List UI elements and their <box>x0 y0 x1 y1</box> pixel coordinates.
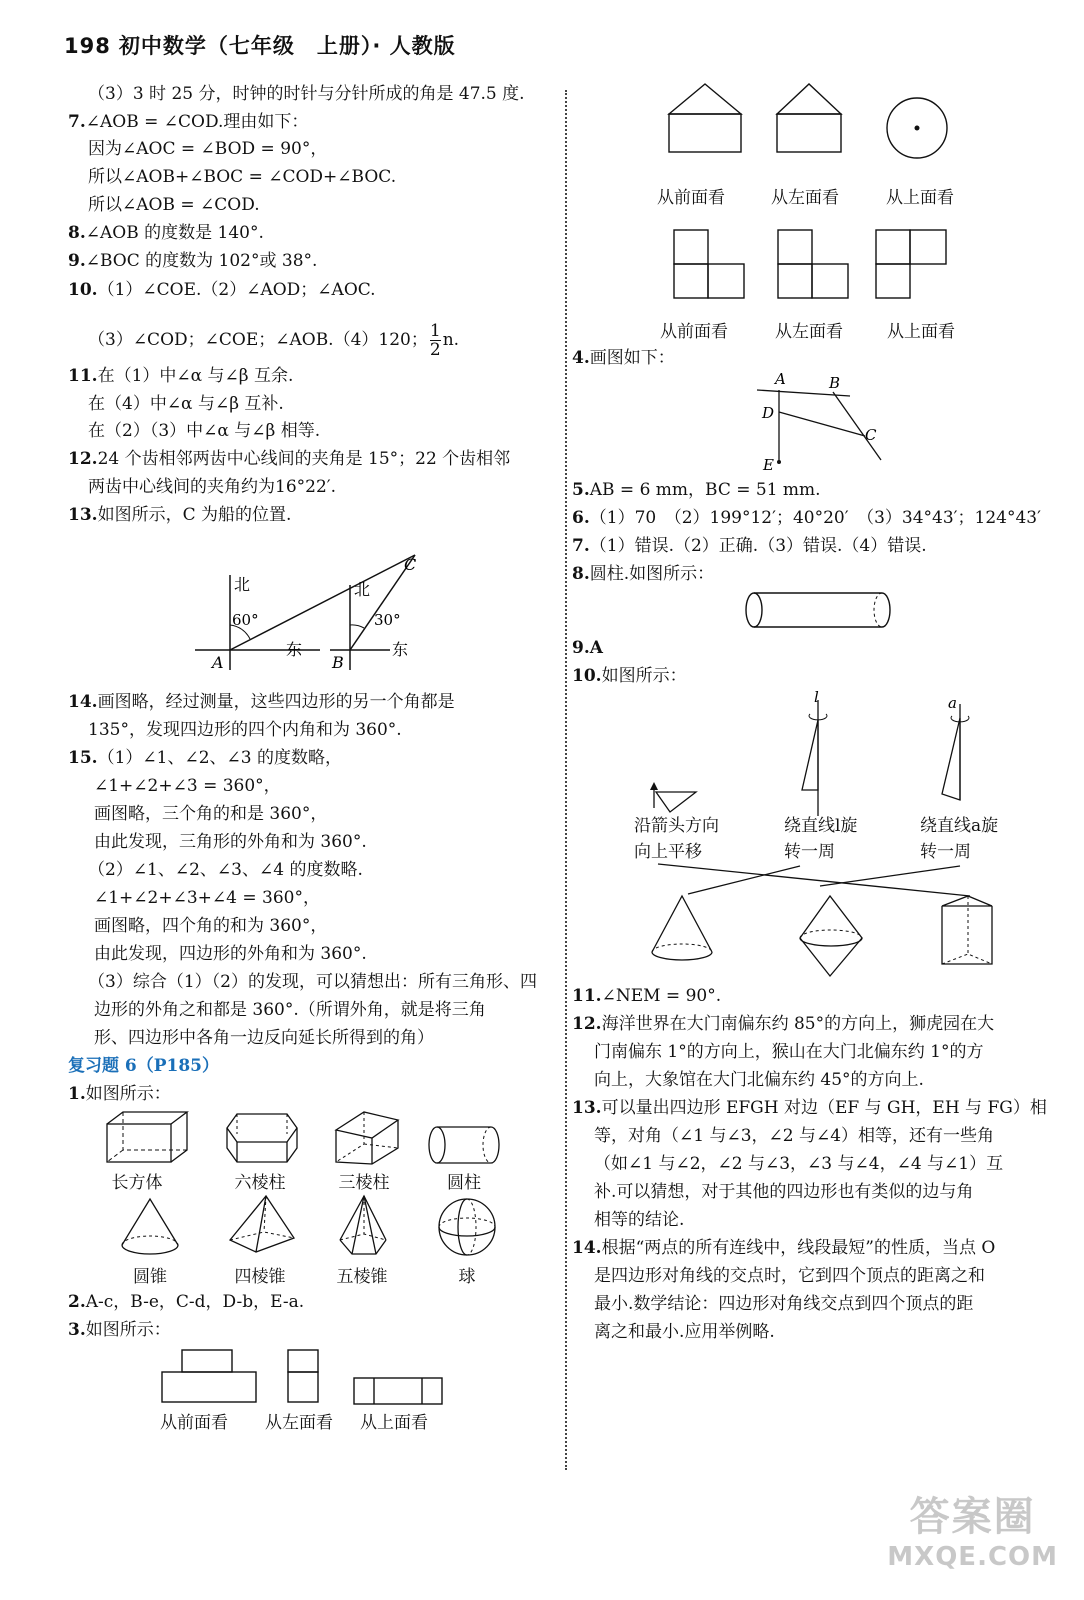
solid-label: 三棱柱 <box>338 1173 390 1193</box>
page-number: 198 <box>64 34 111 58</box>
east-label: 东 <box>392 640 409 659</box>
answer-line: （3）∠COD；∠COE；∠AOB.（4）120； $\frac{1}{2}$ n. <box>88 321 460 360</box>
cylinder-answer-figure <box>744 590 894 630</box>
point-label: D <box>762 404 775 422</box>
answer-line: 7.（1）错误.（2）正确.（3）错误.（4）错误. <box>572 536 927 556</box>
answer-line: 1.如图所示： <box>68 1084 171 1104</box>
pentagonal-pyramid-figure <box>336 1194 390 1260</box>
watermark-text: 答案圈 <box>909 1494 1036 1540</box>
solid-label: 五棱锥 <box>336 1267 388 1287</box>
axis-label: l <box>814 688 819 706</box>
cuboid-figure <box>105 1110 190 1165</box>
angle-label: 60° <box>232 611 259 629</box>
answer-line: 是四边形对角线的交点时，它到四个顶点的距离之和 <box>594 1266 985 1286</box>
axis-label: a <box>948 694 957 712</box>
cylinder-figure <box>427 1124 503 1166</box>
answer-line: 10.（1）∠COE.（2）∠AOD；∠AOC. <box>68 280 376 300</box>
front-view-figure <box>160 1348 260 1404</box>
answer-line: 15.（1）∠1、∠2、∠3 的度数略， <box>68 748 342 768</box>
point-label: B <box>332 653 344 672</box>
sphere-figure <box>436 1196 498 1258</box>
section-title: 复习题 6（P185） <box>68 1056 220 1076</box>
block-top-view <box>874 228 950 300</box>
figure-caption: 沿箭头方向 <box>634 816 719 836</box>
answer-line: 画图略，四个角的和为 360°， <box>94 916 328 936</box>
answer-line: 10.如图所示： <box>572 666 687 686</box>
answer-line: （3）3 时 25 分，时钟的时针与分针所成的角是 47.5 度. <box>88 84 525 104</box>
view-label: 从上面看 <box>886 188 954 208</box>
answer-line: 由此发现，三角形的外角和为 360°. <box>94 832 367 852</box>
answer-line: 135°，发现四边形的四个内角和为 360°. <box>88 720 402 740</box>
point-label: B <box>829 374 841 392</box>
answer-line: 12.海洋世界在大门南偏东约 85°的方向上，狮虎园在大 <box>572 1014 995 1034</box>
point-label: A <box>212 653 224 672</box>
line-segments-figure <box>755 370 890 475</box>
view-label: 从左面看 <box>771 188 839 208</box>
answer-line: 9.A <box>572 638 603 658</box>
answer-line: ∠1+∠2+∠3+∠4 = 360°， <box>94 888 320 908</box>
answer-line: （如∠1 与∠2，∠2 与∠3，∠3 与∠4，∠4 与∠1）互 <box>594 1154 1004 1174</box>
page-header <box>64 30 456 60</box>
ship-position-figure <box>190 540 430 680</box>
answer-line: 补.可以猜想，对于其他的四边形也有类似的边与角 <box>594 1182 974 1202</box>
answer-line: 最小.数学结论：四边形对角线交点到四个顶点的距 <box>594 1294 974 1314</box>
answer-line: 门南偏东 1°的方向上，猴山在大门北偏东约 1°的方 <box>594 1042 984 1062</box>
circle-top-view <box>884 95 950 161</box>
answer-line: 9.∠BOC 的度数为 102°或 38°. <box>68 251 318 271</box>
top-view-figure <box>352 1376 444 1406</box>
view-label: 从上面看 <box>360 1413 428 1433</box>
figure-caption: 绕直线a旋 <box>920 816 999 836</box>
solid-label: 球 <box>458 1267 476 1287</box>
watermark <box>887 1485 1058 1572</box>
view-label: 从前面看 <box>657 188 725 208</box>
answer-line: 14.画图略，经过测量，这些四边形的另一个角都是 <box>68 692 455 712</box>
answer-line: 因为∠AOC = ∠BOD = 90°， <box>88 139 328 159</box>
answer-line: 14.根据“两点的所有连线中，线段最短”的性质，当点 O <box>572 1238 996 1258</box>
house-left-view <box>775 82 843 154</box>
answer-line: 5.AB = 6 mm，BC = 51 mm. <box>572 480 821 500</box>
point-label: C <box>404 555 417 574</box>
answer-line: 形、四边形中各角一边反向延长所得到的角） <box>94 1028 434 1048</box>
solid-label: 长方体 <box>111 1173 163 1193</box>
east-label: 东 <box>286 640 303 659</box>
left-view-figure <box>286 1348 320 1404</box>
answer-line: 相等的结论. <box>594 1210 685 1230</box>
answer-line: 所以∠AOB+∠BOC = ∠COD+∠BOC. <box>88 167 397 187</box>
view-label: 从前面看 <box>660 322 728 342</box>
square-pyramid-figure <box>226 1194 298 1258</box>
answer-line: ∠1+∠2+∠3 = 360°， <box>94 776 281 796</box>
view-label: 从左面看 <box>775 322 843 342</box>
answer-line: 由此发现，四边形的外角和为 360°. <box>94 944 367 964</box>
answer-line: 8.∠AOB 的度数是 140°. <box>68 223 264 243</box>
answer-line: 3.如图所示： <box>68 1320 171 1340</box>
view-label: 从左面看 <box>265 1413 333 1433</box>
answer-line: （3）综合（1）（2）的发现，可以猜想出：所有三角形、四 <box>88 972 537 992</box>
fraction: $\frac{1}{2}$ <box>429 321 441 360</box>
watermark-url: MXQE.COM <box>887 1542 1058 1572</box>
solid-label: 六棱柱 <box>234 1173 286 1193</box>
answer-line: 离之和最小.应用举例略. <box>594 1322 775 1342</box>
book-title: 初中数学（七年级 上册）· 人教版 <box>118 34 456 58</box>
answer-line: 8.圆柱.如图所示： <box>572 564 715 584</box>
answer-line: 在（4）中∠α 与∠β 互补. <box>88 394 284 414</box>
answer-line: 等，对角（∠1 与∠3，∠2 与∠4）相等，还有一些角 <box>594 1126 995 1146</box>
solid-label: 圆柱 <box>447 1173 481 1193</box>
triangular-prism-figure <box>332 1108 402 1166</box>
answer-line: 13.如图所示，C 为船的位置. <box>68 505 292 525</box>
figure-caption: 绕直线l旋 <box>784 816 858 836</box>
north-label: 北 <box>354 580 371 599</box>
angle-label: 30° <box>374 611 401 629</box>
block-left-view <box>776 228 852 300</box>
point-label: E <box>763 456 774 474</box>
figure-caption: 转一周 <box>920 842 971 862</box>
house-front-view <box>667 82 743 154</box>
point-label: C <box>865 426 877 444</box>
answer-line: 2.A-c，B-e，C-d，D-b，E-a. <box>68 1292 305 1312</box>
answer-line: 所以∠AOB = ∠COD. <box>88 195 260 215</box>
answer-line: 向上，大象馆在大门北偏东约 45°的方向上. <box>594 1070 924 1090</box>
answer-line: 6.（1）70 （2）199°12′；40°20′ （3）34°43′；124°43′ <box>572 508 1041 528</box>
answer-line: 两齿中心线间的夹角约为16°22′. <box>88 477 337 497</box>
solid-label: 四棱锥 <box>234 1267 286 1287</box>
answer-line: 11.∠NEM = 90°. <box>572 986 722 1006</box>
answer-line: 4.画图如下： <box>572 348 675 368</box>
figure-caption: 转一周 <box>784 842 835 862</box>
answer-line: （2）∠1、∠2、∠3、∠4 的度数略. <box>88 860 363 880</box>
north-label: 北 <box>234 575 251 594</box>
view-label: 从前面看 <box>160 1413 228 1433</box>
answer-line: 画图略，三个角的和是 360°， <box>94 804 328 824</box>
cone-figure <box>118 1197 182 1259</box>
hexagonal-prism-figure <box>223 1110 301 1165</box>
answer-line: 11.在（1）中∠α 与∠β 互余. <box>68 366 294 386</box>
view-label: 从上面看 <box>887 322 955 342</box>
point-label: A <box>775 370 786 388</box>
figure-caption: 向上平移 <box>634 842 702 862</box>
answer-line: 13.可以量出四边形 EFGH 对边（EF 与 GH，EH 与 FG）相 <box>572 1098 1047 1118</box>
answer-line: 边形的外角之和都是 360°.（所谓外角，就是将三角 <box>94 1000 486 1020</box>
block-front-view <box>672 228 748 300</box>
solid-label: 圆锥 <box>133 1267 167 1287</box>
column-divider <box>565 90 567 1470</box>
answer-line: 7.∠AOB = ∠COD.理由如下： <box>68 112 309 132</box>
answer-line: 12.24 个齿相邻两齿中心线间的夹角是 15°；22 个齿相邻 <box>68 449 511 469</box>
answer-line: 在（2）（3）中∠α 与∠β 相等. <box>88 421 321 441</box>
